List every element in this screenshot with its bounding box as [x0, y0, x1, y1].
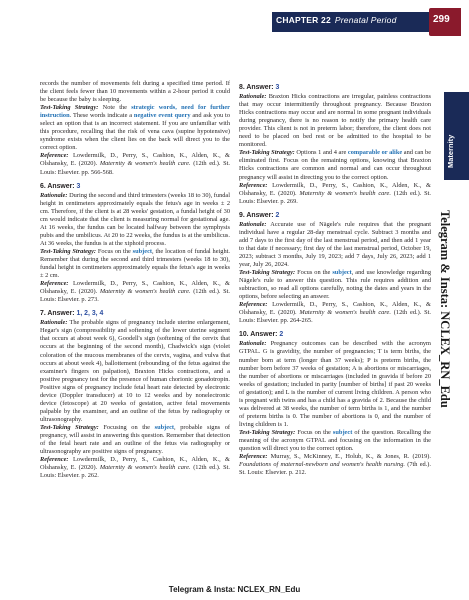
answer-heading: 9. Answer: 2 [239, 211, 280, 219]
rationale: Rationale: Braxton Hicks contractions are irregular, painless contractions that may occur intermittently throughout pregnancy. Because Braxton Hicks contractions may occur and are normal in some pregnant individuals during pregnancy, there is no reason to notify the primary health care provider. This client is not in preterm labor; therefore, the client does not need to be placed on bed rest or be admitted to the hospital to be monitored. [239, 93, 431, 149]
reference: Reference: Lowdermilk, D., Perry, S., Cashion, K., Alden, K., & Olshansky, E. (2020). Maternity & women's health care. (12th ed.). St. Louis: Elsevier. p. 262. [40, 456, 230, 480]
bottom-watermark: Telegram & Insta: NCLEX_RN_Edu [168, 585, 301, 594]
test-taking-strategy: Test-Taking Strategy: Focusing on the subject, probable signs of pregnancy, will assist in answering this question. Remember that detection of the fetal heart rate and an outline of the fetus via radiography or ultrasonography are positive signs of pregnancy. [40, 423, 230, 456]
test-taking-strategy: Test-Taking Strategy: Focus on the subject, and use knowledge regarding Nägele's rule to answer this question. This rule requires addition and subtraction, so read all options carefully, noting the dates and years in the options, before selecting an answer. [239, 269, 432, 301]
chapter-heading [276, 15, 397, 25]
rationale: Rationale: Pregnancy outcomes can be described with the acronym GTPAL. G is gravidity, the number of pregnancies; T is term births, the number born at term (longer than 37 weeks); P is preterm births, the number born before 37 weeks of gestation; A is abortions or miscarriages, the number of abortions or miscarriages (included in gravida if before 20 weeks of gestation; included in parity [number of births] if past 20 weeks of gestation); and L is the number of current living children. A person who is pregnant with twins and has a child has a gravida of 2. Because the child was delivered at 38 weeks, the number of term births is 1, and the number of preterm births is 0. The number of abortions is 0, and the number of living children is 1. [239, 340, 431, 428]
chapter-title: Prenatal Period [334, 15, 397, 25]
section-tab-label: Maternity [446, 134, 455, 168]
test-taking-strategy: Test-Taking Strategy: Options 1 and 4 are comparable or alike and can be eliminated first. Focus on the remaining options, knowing that Braxton Hicks contractions are common and normal and can occur throughout pregnancy will assist in directing you to the correct option. [239, 149, 432, 181]
chapter-number: CHAPTER 22 [276, 15, 331, 25]
test-taking-strategy: Test-Taking Strategy: Focus on the subject, the location of fundal height. Remember that during the second and third trimesters (weeks 18 to 30), fundal height in centimeters approximately equals the fetus's age in weeks ± 2 cm. [40, 247, 230, 280]
reference: Reference: Lowdermilk, D., Perry, S., Cashion, K., Alden, K., & Olshansky, E. (2020). Maternity & women's health care. (12th ed.). St. Louis: Elsevier. p. 269. [239, 181, 431, 205]
rationale: Rationale: Accurate use of Nägele's rule requires that the pregnant individual have a regular 28-day menstrual cycle. Subtract 3 months and add 7 days to the first day of the last menstrual period, and then add 1 year to that date if necessary; first day of the last menstrual period, October 19, 2023; subtract 3 months, July 19, 2023; add 7 days, July 26, 2023; add 1 year, July 26, 2024. [239, 220, 431, 268]
answer-heading: 7. Answer: 1, 2, 3, 4 [40, 310, 104, 318]
test-taking-strategy: Test-Taking Strategy: Focus on the subject of the question. Recalling the meaning of the acronym GTPAL and focusing on the information in the question will direct you to the correct option. [239, 428, 431, 453]
page-number: 299 [433, 14, 450, 25]
reference: Reference: Lowdermilk, D., Perry, S., Cashion, K., Alden, K., & Olshansky, E. (2020). Maternity & women's health care. (12th ed.). St. Louis: Elsevier. pp. 566-568. [40, 152, 230, 176]
continued-paragraph: records the number of movements felt during a specified time period. If the client feels fewer than 10 movements within a 2-hour period it could be because the baby is sleeping. [40, 80, 230, 104]
reference: Reference: Murray, S., McKinney, E., Holub, K., & Jones, R. (2019). Foundations of maternal-newborn and women's health nursing. (7th ed.). St. Louis: Elsevier. p. 212. [239, 453, 431, 477]
answer-heading: 8. Answer: 3 [239, 84, 280, 91]
answer-heading: 6. Answer: 3 [40, 182, 81, 190]
reference: Reference: Lowdermilk, D., Perry, S., Cashion, K., Alden, K., & Olshansky, E. (2020). Maternity & women's health care. (12th ed.). St. Louis: Elsevier. pp. 264-265. [239, 301, 431, 325]
rationale: Rationale: During the second and third trimesters (weeks 18 to 30), fundal height in centimeters approximately equals the fetus's age in weeks ± 2 cm. Therefore, if the client is at 28 weeks' gestation, a fundal height of 30 cm would indicate that the client is measuring normal for gestational age. At 16 weeks, the fundus can be located halfway between the symphysis pubis and the umbilicus. At 20 to 22 weeks, the fundus is at the umbilicus. At 36 weeks, the fundus is at the xiphoid process. [40, 191, 230, 247]
side-watermark: Telegram & Insta: NCLEX_RN_Edu [438, 210, 452, 408]
right-column [239, 84, 431, 477]
reference: Reference: Lowdermilk, D., Perry, S., Cashion, K., Alden, K., & Olshansky, E. (2020). Maternity & women's health care. (12th ed.). St. Louis: Elsevier. p. 273. [40, 280, 230, 304]
page-header [0, 0, 469, 44]
test-taking-strategy: Test-Taking Strategy: Note the strategic words, need for further instruction. These words indicate a negative event query and ask you to select an option that is an incorrect statement. If you are unfamiliar with this procedure, recalling that the risk of vena cava (supine hypotensive) syndrome exists when the client lies on the back will direct you to the correct option. [40, 104, 230, 152]
answer-heading: 10. Answer: 2 [239, 331, 284, 339]
rationale: Rationale: The probable signs of pregnancy include uterine enlargement, Hegar's sign (compressibility and softening of the lower uterine segment that occurs at about week 6), Goodell's sign (softening of the cervix that occurs at the beginning of the second month), Chadwick's sign (violet coloration of the mucous membranes of the cervix, vagina, and vulva that occurs at about week 4), ballottement (rebounding of the fetus against the examiner's fingers on palpation), Braxton Hicks contractions, and a positive pregnancy test for the presence of human chorionic gonadotropin. Positive signs of pregnancy include fetal heart rate detected by electronic device (Doppler transducer) at 10 to 12 weeks and by nonelectronic device (fetoscope) at 20 weeks of gestation, active fetal movements palpable by the examiner, and an outline of the fetus by radiography or ultrasonography. [40, 319, 230, 423]
left-column [40, 80, 230, 480]
